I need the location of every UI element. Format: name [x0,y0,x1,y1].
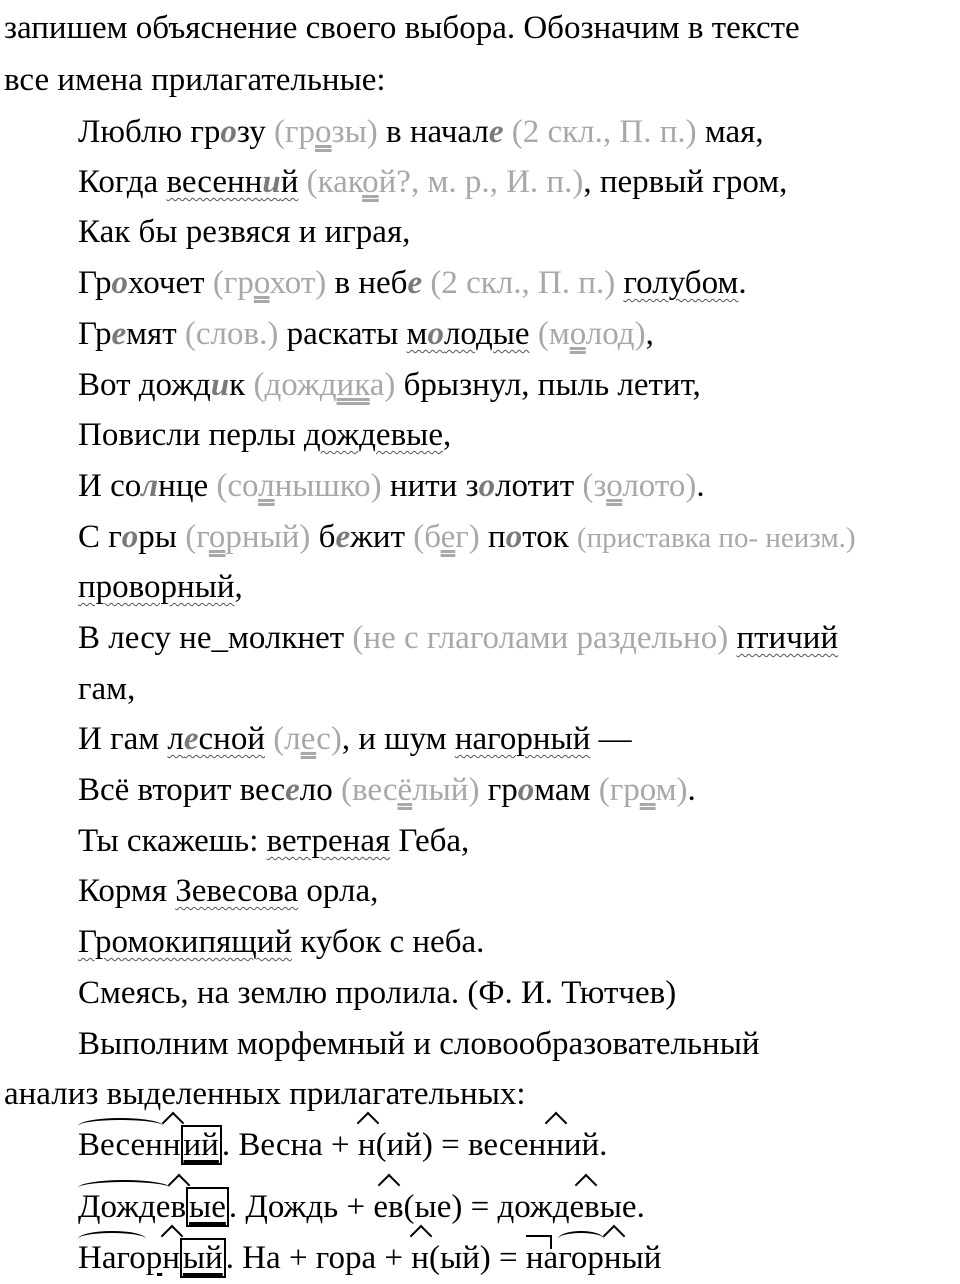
poem-line-2: Когда весенний (какой?, м. р., И. п.), первый гром, [78,164,788,200]
poem-line-8: И солнце (солнышко) нити золотит (золото). [78,468,705,504]
poem-line-7: Повисли перлы дождевые, [78,417,452,453]
analysis-intro-line-1: Выполним морфемный и словообразовательный [78,1026,760,1062]
poem-line-3: Как бы резвяся и играя, [78,214,411,250]
analysis-intro-line-2: анализ выделенных прилагательных: [4,1076,526,1112]
poem-line-14: Всё вторит весело (весёлый) громам (гром). [78,772,696,808]
poem-line-10: проворный, [78,569,243,605]
intro-line-1: запишем объяснение своего выбора. Обозначим в тексте [4,10,800,46]
poem-line-5: Гремят (слов.) раскаты молодые (молод), [78,316,654,352]
analysis-vesenniy: Весенний. Весна + н(ий) = весенний. [78,1127,608,1163]
intro-line-2: все имена прилагательные: [4,62,386,98]
analysis-nagornyy: Нагорный. На + гора + н(ый) = нагорный [78,1240,662,1276]
poem-line-15: Ты скажешь: ветреная Геба, [78,823,470,859]
poem-line-13: И гам лесной (лес), и шум нагорный — [78,721,632,757]
poem-line-9: С горы (горный) бежит (бег) поток (приставка по- неизм.) [78,519,856,555]
poem-line-17: Громокипящий кубок с неба. [78,924,485,960]
poem-line-6: Вот дождик (дождика) брызнул, пыль летит, [78,367,701,403]
poem-line-16: Кормя Зевесова орла, [78,873,379,909]
poem-line-12: гам, [78,671,136,707]
poem-line-1: Люблю грозу (грозы) в начале (2 скл., П. п.) мая, [78,114,764,150]
poem-line-4: Грохочет (грохот) в небе (2 скл., П. п.) голубом. [78,265,747,301]
poem-line-11: В лесу не_молкнет (не с глаголами раздельно) птичий [78,620,839,656]
analysis-dozhdevye: Дождевые. Дождь + ев(ые) = дождевые. [78,1189,645,1225]
poem-line-18: Смеясь, на землю пролила. (Ф. И. Тютчев) [78,975,677,1011]
